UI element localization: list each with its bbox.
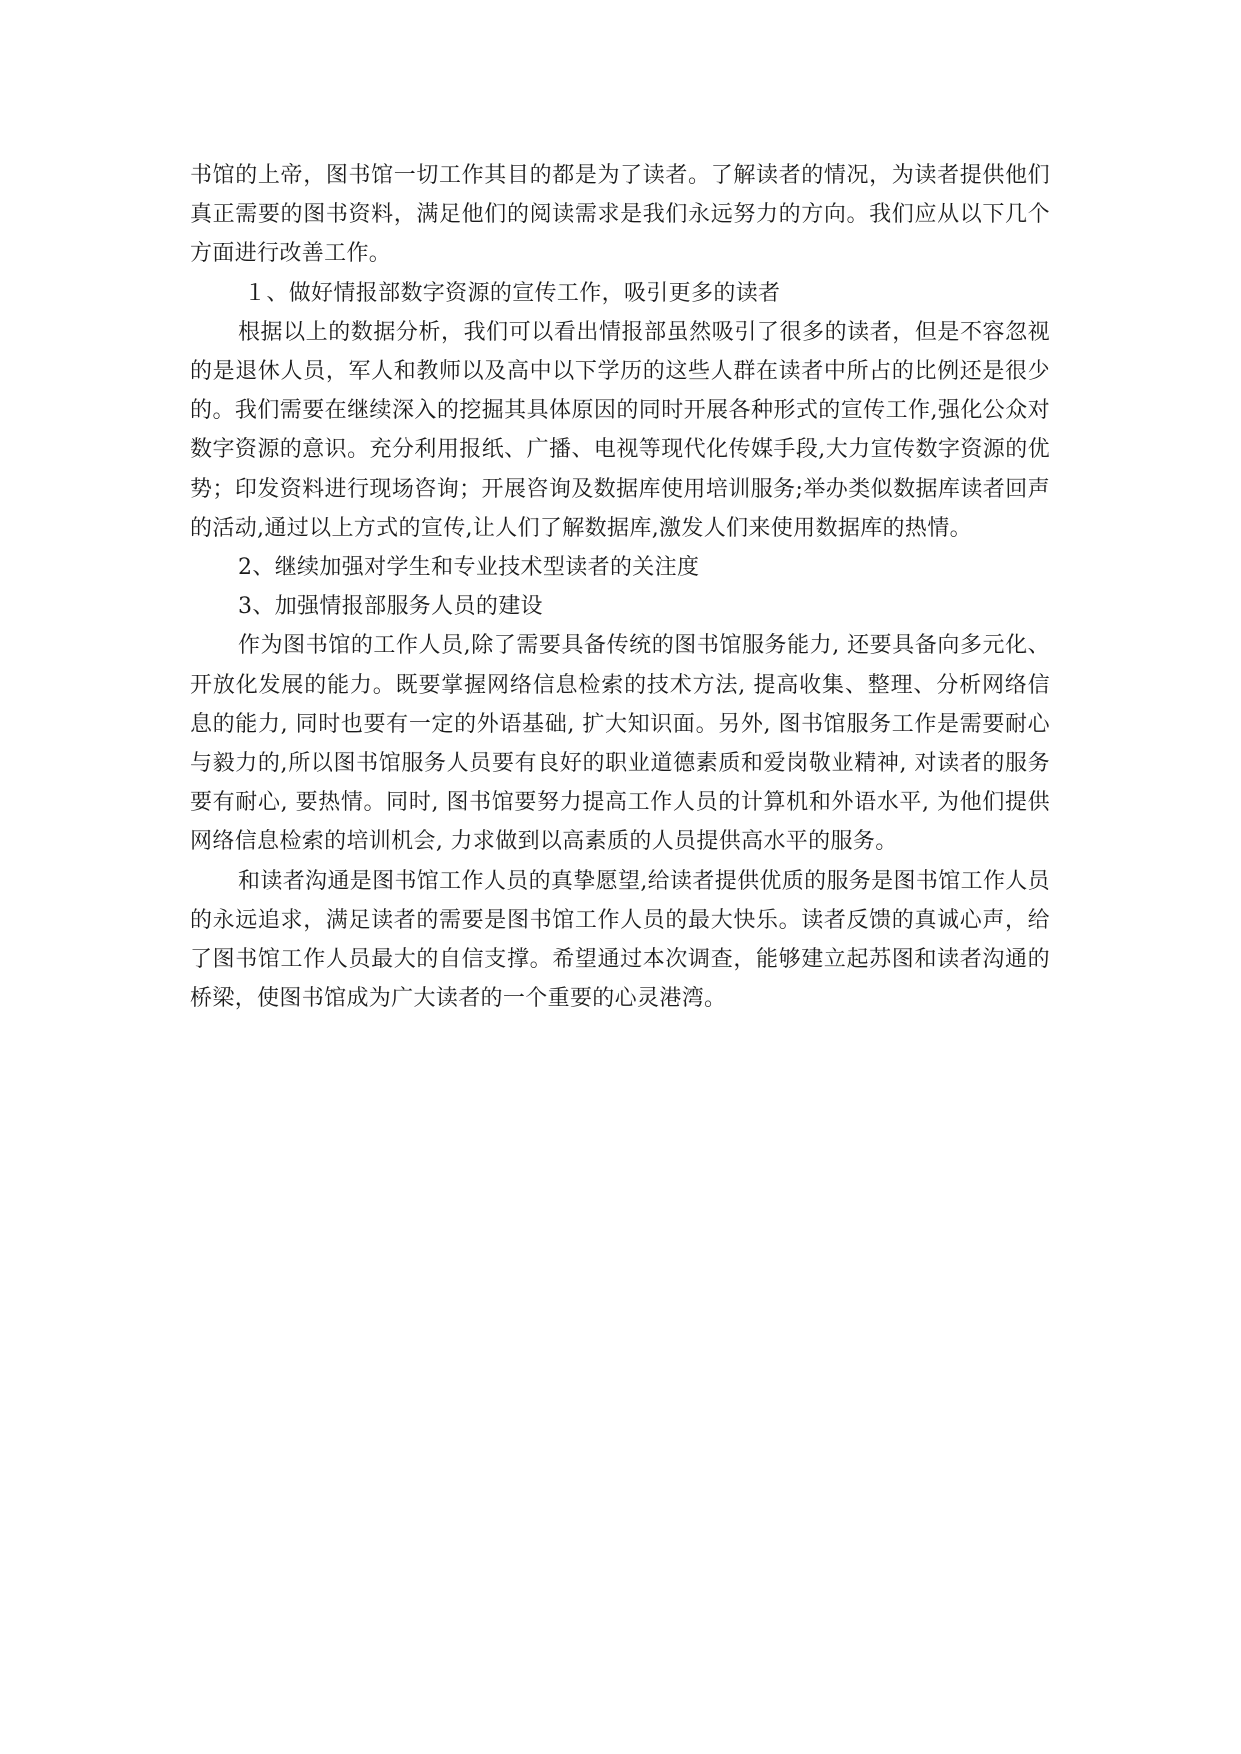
paragraph-promotion: 根据以上的数据分析，我们可以看出情报部虽然吸引了很多的读者，但是不容忽视的是退休人员，军人和教师以及高中以下学历的这些人群在读者中所占的比例还是很少的。我们需要在继续深入的挖掘其具体原因的同时开展各种形式的宣传工作,强化公众对数字资源的意识。充分利用报纸、广播、电视等现代化传媒手段,大力宣传数字资源的优势；印发资料进行现场咨询；开展咨询及数据库使用培训服务;举办类似数据库读者回声的活动,通过以上方式的宣传,让人们了解数据库,激发人们来使用数据库的热情。 bbox=[190, 319, 1050, 541]
paragraph-intro: 书馆的上帝，图书馆一切工作其目的都是为了读者。了解读者的情况，为读者提供他们真正需要的图书资料，满足他们的阅读需求是我们永远努力的方向。我们应从以下几个方面进行改善工作。 bbox=[190, 163, 1050, 267]
paragraph-staff: 作为图书馆的工作人员,除了需要具备传统的图书馆服务能力, 还要具备向多元化、开放化发展的能力。既要掌握网络信息检索的技术方法, 提高收集、整理、分析网络信息的能力, 同时也要有一定的外语基础, 扩大知识面。另外, 图书馆服务工作是需要耐心与毅力的,所以图书馆服务人员要有良好的职业道德素质和爱岗敬业精神, 对读者的服务要有耐心, 要热情。同时, 图书馆要努力提高工作人员的计算机和外语水平, 为他们提供网络信息检索的培训机会, 力求做到以高素质的人员提供高水平的服务。 bbox=[190, 633, 1050, 855]
document-body bbox=[190, 156, 1050, 1018]
heading-item-3: 3、加强情报部服务人员的建设 bbox=[238, 594, 543, 620]
paragraph-conclusion: 和读者沟通是图书馆工作人员的真挚愿望,给读者提供优质的服务是图书馆工作人员的永远追求，满足读者的需要是图书馆工作人员的最大快乐。读者反馈的真诚心声，给了图书馆工作人员最大的自信支撑。希望通过本次调查，能够建立起苏图和读者沟通的桥梁，使图书馆成为广大读者的一个重要的心灵港湾。 bbox=[190, 868, 1050, 1012]
heading-item-2: 2、继续加强对学生和专业技术型读者的关注度 bbox=[238, 555, 700, 581]
heading-item-1: １、做好情报部数字资源的宣传工作，吸引更多的读者 bbox=[244, 280, 781, 306]
